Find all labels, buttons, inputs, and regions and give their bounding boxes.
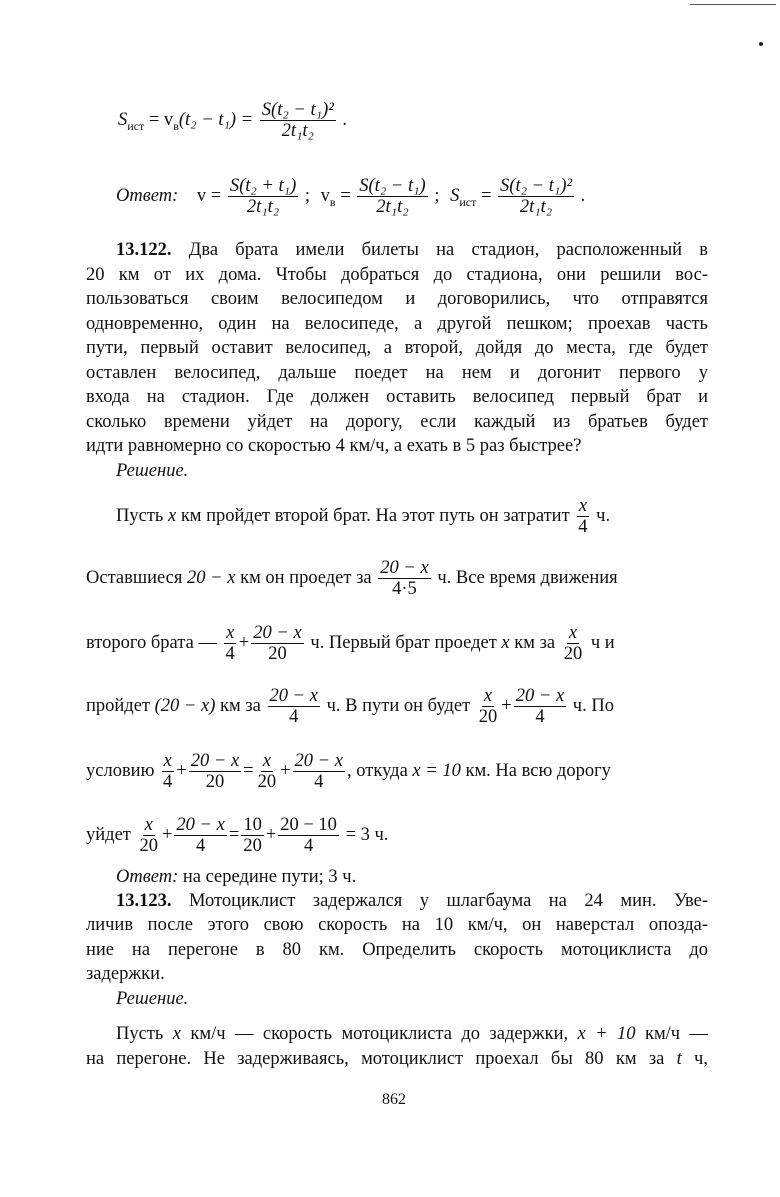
fraction bbox=[260, 100, 336, 142]
solution-text: уйдет bbox=[86, 825, 131, 846]
solution-text: км он проедет за bbox=[240, 568, 372, 589]
solution-text: Оставшиеся bbox=[86, 568, 183, 589]
formula-s-ist bbox=[118, 100, 347, 142]
expression: x + 10 bbox=[577, 1024, 636, 1044]
solution-text: Пусть bbox=[116, 506, 168, 527]
denominator: 2t₁t₂ bbox=[281, 121, 314, 142]
fraction bbox=[256, 751, 279, 793]
denominator: 20 bbox=[205, 772, 225, 793]
problem-123-line bbox=[116, 890, 708, 912]
numerator: x bbox=[262, 751, 271, 771]
numerator: 20 − x bbox=[294, 751, 343, 771]
fraction bbox=[189, 751, 241, 793]
problem-text: Мотоциклист задержался у шлагбаума на 24 мин. Уве- bbox=[189, 891, 708, 911]
formula-symbol: S bbox=[118, 110, 128, 131]
solution-label: Решение. bbox=[116, 989, 189, 1009]
solution-text: км/ч — скорость мотоциклиста до задержки, bbox=[180, 1024, 578, 1044]
numerator: 20 − 10 bbox=[280, 815, 337, 835]
numerator: S(t₂ + t₁) bbox=[229, 176, 297, 196]
expression: = 3 bbox=[345, 825, 370, 846]
denominator: 4 bbox=[314, 772, 324, 793]
denominator: 4 bbox=[303, 836, 314, 857]
solution-label: Решение. bbox=[116, 461, 189, 481]
solution-text: на перегоне. Не задерживаясь, мотоциклист проехал бы 80 км за bbox=[86, 1049, 677, 1069]
expression: x = 10 bbox=[412, 761, 461, 782]
problem-122-line: 20 км от их дома. Чтобы добраться до стадиона, они решили вос- bbox=[86, 265, 708, 285]
solution-text: , откуда bbox=[347, 761, 408, 782]
solution-line-3 bbox=[86, 623, 615, 665]
variable: t bbox=[676, 1049, 682, 1069]
operator: + bbox=[161, 825, 173, 846]
solution-text: ч, bbox=[681, 1049, 708, 1069]
formula-subscript: ист bbox=[459, 194, 477, 209]
fraction bbox=[477, 686, 500, 728]
numerator: x bbox=[568, 623, 578, 643]
numerator: 20 − x bbox=[515, 686, 565, 706]
problem-123-line: личив после этого свою скорость на 10 км/ч, он наверстал опозда- bbox=[86, 915, 708, 935]
problem-122-line: идти равномерно со скоростью 4 км/ч, а ехать в 5 раз быстрее? bbox=[86, 436, 582, 456]
solution-text: ч. Все время движения bbox=[437, 568, 618, 589]
denominator: 20 bbox=[243, 836, 262, 857]
fraction bbox=[137, 815, 160, 857]
formula-text: = bbox=[476, 186, 492, 207]
fraction bbox=[174, 815, 226, 857]
solution-text: ч. bbox=[374, 825, 389, 846]
fraction bbox=[514, 686, 566, 728]
operator: + bbox=[501, 696, 512, 717]
operator: + bbox=[280, 761, 291, 782]
fraction bbox=[562, 623, 585, 665]
variable: x bbox=[501, 633, 510, 654]
denominator: 4 bbox=[289, 707, 299, 728]
problem-122-line: входа на стадион. Где должен оставить велосипед первый брат и bbox=[86, 387, 708, 407]
variable: x bbox=[167, 506, 177, 527]
problem-122-line: пользоваться своим велосипедом и договорились, что отправятся bbox=[86, 289, 708, 309]
solution-text: км за bbox=[220, 696, 261, 717]
answer-text: на середине пути; 3 ч. bbox=[178, 867, 357, 887]
denominator: 4 bbox=[163, 772, 173, 793]
denominator: 20 bbox=[478, 707, 498, 728]
formula-subscript: в bbox=[173, 118, 179, 133]
solution-text: условию bbox=[86, 761, 155, 782]
fraction bbox=[241, 815, 264, 857]
denominator: 4 bbox=[225, 644, 235, 665]
fraction bbox=[576, 496, 589, 538]
denominator: 20 bbox=[257, 772, 277, 793]
numerator: x bbox=[144, 815, 153, 835]
denominator: 4 bbox=[535, 707, 545, 728]
variable: x bbox=[172, 1024, 181, 1044]
solution-text: км пройдет второй брат. На этот путь он затратит bbox=[176, 506, 570, 527]
answer-label: Ответ: bbox=[116, 867, 179, 887]
numerator: 20 − x bbox=[269, 686, 318, 706]
numerator: 10 bbox=[243, 815, 262, 835]
fraction bbox=[228, 176, 298, 218]
solution-123-line bbox=[86, 1048, 708, 1070]
formula-symbol: S bbox=[450, 186, 460, 207]
solution-text: км/ч — bbox=[635, 1024, 709, 1044]
solution-text: пройдет bbox=[86, 696, 151, 717]
numerator: 20 − x bbox=[253, 623, 302, 643]
problem-number: 13.123. bbox=[116, 891, 172, 911]
expression: 20 − x bbox=[187, 568, 236, 589]
formula-text: = v bbox=[144, 110, 174, 131]
page-number: 862 bbox=[382, 1091, 406, 1108]
numerator: S(t₂ − t₁) bbox=[359, 176, 426, 196]
fraction bbox=[251, 623, 303, 665]
numerator: 20 − x bbox=[190, 751, 240, 771]
operator: = bbox=[243, 761, 254, 782]
fraction bbox=[378, 558, 430, 600]
numerator: x bbox=[578, 496, 588, 516]
answer-122 bbox=[116, 866, 356, 888]
solution-text: ч. Первый брат проедет bbox=[310, 633, 497, 654]
denominator: 4 bbox=[578, 517, 588, 538]
problem-number: 13.122. bbox=[116, 240, 172, 260]
solution-text: км за bbox=[514, 633, 556, 654]
operator: + bbox=[238, 633, 250, 654]
fraction bbox=[224, 623, 237, 665]
denominator: 20 bbox=[563, 644, 583, 665]
denominator: 4·5 bbox=[392, 579, 417, 600]
formula-text: ; bbox=[434, 186, 440, 207]
problem-122-line: оставлен велосипед, дальше поедет на нем и догонит первого у bbox=[86, 363, 708, 383]
solution-line-4 bbox=[86, 686, 614, 728]
denominator: 4 bbox=[196, 836, 206, 857]
formula-text: (t₂ − t₁) = bbox=[178, 110, 254, 131]
solution-text: ч и bbox=[590, 633, 615, 654]
margin-dot bbox=[759, 42, 763, 46]
numerator: x bbox=[226, 623, 235, 643]
fraction bbox=[278, 815, 339, 857]
denominator: 2t₁t₂ bbox=[246, 197, 280, 218]
solution-text: ч. bbox=[596, 506, 611, 527]
formula-subscript: в bbox=[329, 194, 336, 209]
operator: + bbox=[265, 825, 277, 846]
top-rule bbox=[690, 4, 776, 5]
solution-text: км. На всю дорогу bbox=[465, 761, 611, 782]
operator: = bbox=[228, 825, 240, 846]
numerator: S(t₂ − t₁)² bbox=[261, 100, 334, 120]
formula-text: v = bbox=[196, 186, 222, 207]
formula-text: = bbox=[335, 186, 351, 207]
solution-line-6 bbox=[86, 815, 388, 857]
denominator: 20 bbox=[268, 644, 287, 665]
problem-122-line: одновременно, один на велосипеде, а другой пешком; проехав часть bbox=[86, 314, 708, 334]
fraction bbox=[161, 751, 174, 793]
solution-text: ч. По bbox=[572, 696, 614, 717]
fraction bbox=[293, 751, 345, 793]
fraction bbox=[268, 686, 320, 728]
problem-122-line: сколько времени уйдет на дорогу, если каждый из братьев будет bbox=[86, 412, 708, 432]
denominator: 2t₁t₂ bbox=[376, 197, 409, 218]
fraction bbox=[498, 176, 574, 218]
denominator: 2t₁t₂ bbox=[519, 197, 553, 218]
solution-text: ч. В пути он будет bbox=[326, 696, 471, 717]
answer-formulas bbox=[116, 176, 585, 218]
denominator: 20 bbox=[139, 836, 158, 857]
solution-text: второго брата — bbox=[86, 633, 217, 654]
fraction bbox=[357, 176, 427, 218]
problem-text: Два брата имели билеты на стадион, расположенный в bbox=[188, 240, 709, 260]
solution-text: Пусть bbox=[116, 1024, 173, 1044]
expression: (20 − x) bbox=[154, 696, 216, 717]
problem-122-line: пути, первый оставит велосипед, а второй, дойдя до места, где будет bbox=[86, 338, 708, 358]
formula-text: ; bbox=[304, 186, 311, 207]
problem-123-line: ние на перегоне в 80 км. Определить скорость мотоциклиста до bbox=[86, 940, 708, 960]
problem-122-line bbox=[116, 239, 708, 261]
formula-text: . bbox=[342, 110, 348, 131]
solution-123-line bbox=[116, 1023, 708, 1045]
operator: + bbox=[176, 761, 187, 782]
problem-123-line: задержки. bbox=[86, 964, 165, 984]
formula-text: v bbox=[320, 186, 330, 207]
solution-line-1 bbox=[116, 496, 610, 538]
numerator: 20 − x bbox=[176, 815, 225, 835]
numerator: 20 − x bbox=[380, 558, 429, 578]
numerator: x bbox=[483, 686, 493, 706]
numerator: S(t₂ − t₁)² bbox=[500, 176, 573, 196]
answer-label: Ответ: bbox=[116, 186, 179, 207]
solution-line-5 bbox=[86, 751, 611, 793]
formula-subscript: ист bbox=[127, 118, 145, 133]
solution-line-2 bbox=[86, 558, 618, 600]
formula-text: . bbox=[580, 186, 586, 207]
numerator: x bbox=[163, 751, 172, 771]
